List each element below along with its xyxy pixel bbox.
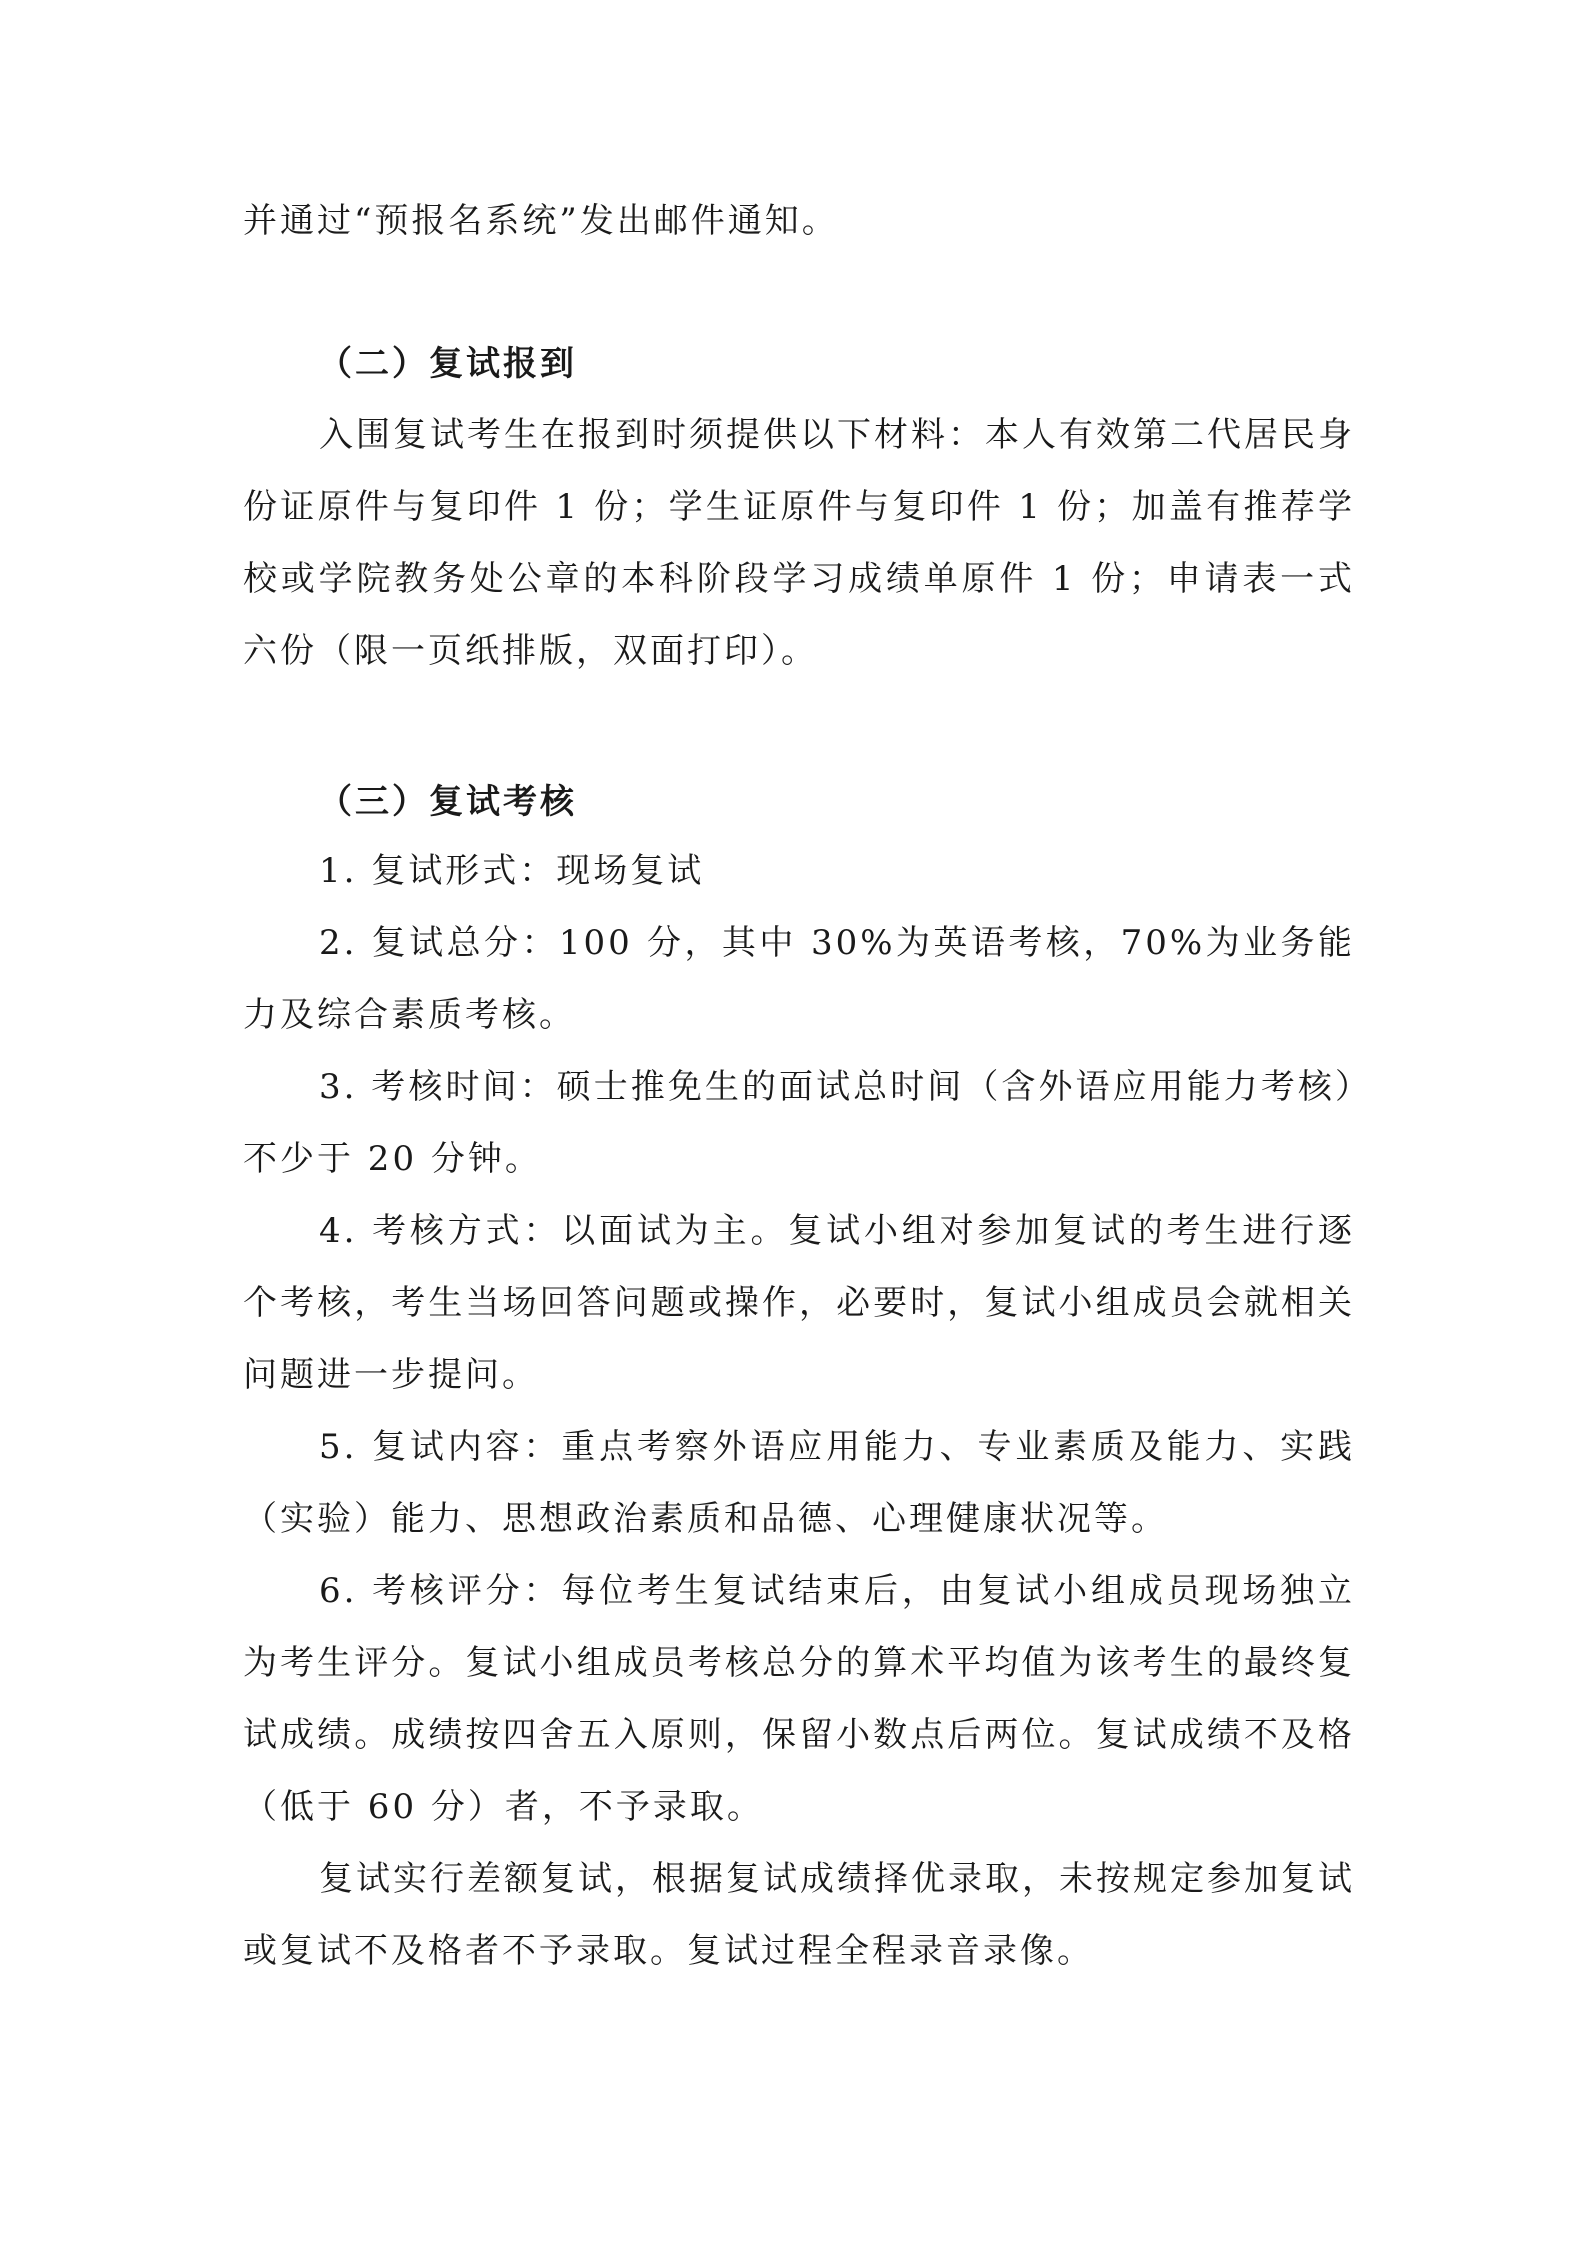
item-3: 3. 考核时间：硕士推免生的面试总时间（含外语应用能力考核）不少于 20 分钟。 bbox=[243, 1067, 1355, 1179]
section2-body: 入围复试考生在报到时须提供以下材料：本人有效第二代居民身份证原件与复印件 1 份；学生证原件与复印件 1 份；加盖有推荐学校或学院教务处公章的本科阶段学习成绩单原件 1 份；申请表一式六份（限一页纸排版，双面打印）。 bbox=[243, 415, 1355, 671]
section3-heading: （三）复试考核 bbox=[318, 782, 577, 822]
item-1: 1. 复试形式：现场复试 bbox=[319, 851, 705, 891]
intro-tail-paragraph: 并通过“预报名系统”发出邮件通知。 bbox=[243, 201, 839, 241]
closing-paragraph: 复试实行差额复试，根据复试成绩择优录取，未按规定参加复试或复试不及格者不予录取。复试过程全程录音录像。 bbox=[243, 1859, 1355, 1971]
item-5: 5. 复试内容：重点考察外语应用能力、专业素质及能力、实践（实验）能力、思想政治素质和品德、心理健康状况等。 bbox=[243, 1427, 1355, 1539]
section2-heading: （二）复试报到 bbox=[318, 344, 577, 384]
item-2: 2. 复试总分：100 分，其中 30%为英语考核，70%为业务能力及综合素质考核。 bbox=[243, 923, 1355, 1035]
item-6: 6. 考核评分：每位考生复试结束后，由复试小组成员现场独立为考生评分。复试小组成员考核总分的算术平均值为该考生的最终复试成绩。成绩按四舍五入原则，保留小数点后两位。复试成绩不及格（低于 60 分）者，不予录取。 bbox=[243, 1571, 1355, 1827]
item-4: 4. 考核方式：以面试为主。复试小组对参加复试的考生进行逐个考核，考生当场回答问题或操作，必要时，复试小组成员会就相关问题进一步提问。 bbox=[243, 1211, 1355, 1395]
